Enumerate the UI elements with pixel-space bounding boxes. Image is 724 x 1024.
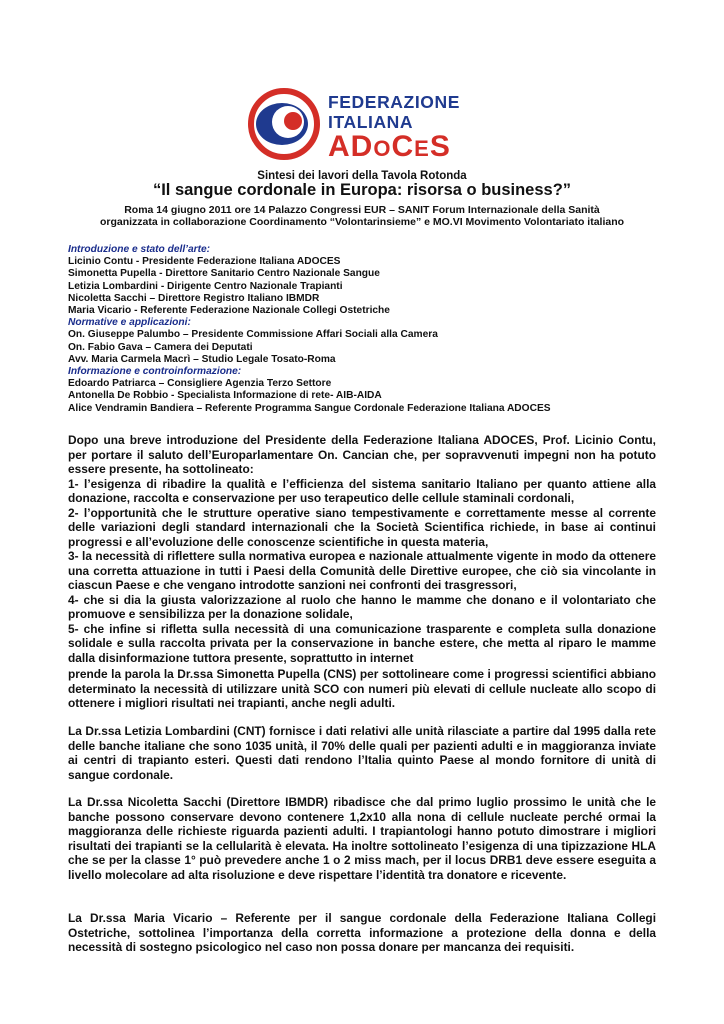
doc-title: “Il sangue cordonale in Europa: risorsa o business?”	[152, 181, 572, 199]
adoces-logo	[246, 84, 461, 166]
section-title-intro: Introduzione e stato dell’arte:	[68, 244, 211, 255]
list-item: 5- che infine si rifletta sulla necessità di una comunicazione trasparente e completa sulla donazione solidale e sulla raccolta privata per la conservazione in banche estere, che metta al riparo le mamme dalla disinformazione tuttora presente, soprattutto in internet	[68, 621, 656, 665]
list-item: 2- l’opportunità che le strutture operative siano tempestivamente e correttamente messe al corrente delle variazioni degli standard internazionali che la Società Scientifica richiede, in base ai continui progressi e all’evoluzione delle conoscenze scientifiche in questa materia,	[68, 505, 656, 549]
speaker-item: Avv. Maria Carmela Macrì – Studio Legale Tosato-Roma	[68, 353, 336, 365]
speaker-item: Alice Vendramin Bandiera – Referente Programma Sangue Cordonale Federazione Italiana ADOCES	[68, 402, 551, 414]
doc-subtitle: Sintesi dei lavori della Tavola Rotonda	[257, 170, 467, 182]
list-item: 4- che si dia la giusta valorizzazione al ruolo che hanno le mamme che donano e il volontariato che promuove e sensibilizza per la donazione solidale,	[68, 592, 656, 621]
section-title-normative: Normative e applicazioni:	[68, 317, 191, 329]
event-date-line: Roma 14 giugno 2011 ore 14 Palazzo Congressi EUR – SANIT Forum Internazionale della Sanità	[124, 204, 600, 216]
paragraph-lombardini	[68, 724, 656, 782]
logo-line-1: FEDERAZIONE	[328, 92, 461, 112]
list-item: 3- la necessità di riflettere sulla normativa europea e nazionale attualmente vigente in modo da ottenere una corretta attuazione in tutti i Paesi della Comunità delle Direttive europee, che ciò sia vincolante in ciascun Paese e che vengano introdotte sanzioni nei confronti dei trasgressori,	[68, 549, 656, 592]
section-title-info: Informazione e controinformazione:	[68, 366, 242, 378]
paragraph-text: La Dr.ssa Letizia Lombardini (CNT) fornisce i dati relativi alle unità rilasciate a partire dal 1995 dalla rete delle banche italiane che sono 1035 unità, il 70% delle quali per pazienti adulti e in maggioranza inviate ai centri di trapianto esteri. Questi dati rendono l’Italia quinto Paese al mondo fornitore di unità di sangue cordonale.	[68, 724, 656, 782]
list-item: 1- l’esigenza di ribadire la qualità e l’efficienza del sistema sanitario Italiano per quanto attiene alla donazione, raccolta e conservazione per uso terapeutico delle cellule staminali cordonali,	[68, 476, 656, 505]
speaker-item: Maria Vicario - Referente Federazione Nazionale Collegi Ostetriche	[68, 305, 390, 317]
speaker-item: Licinio Contu - Presidente Federazione Italiana ADOCES	[68, 256, 341, 268]
paragraph-text: prende la parola la Dr.ssa Simonetta Pupella (CNS) per sottolineare come i progressi scientifici abbiano determinato la necessità di utilizzare unità SCO con numeri più elevati di cellule nucleate allo scopo di ottenere i migliori risultati nei trapianti, anche negli adulti.	[68, 667, 656, 710]
paragraph-vicario	[68, 911, 656, 955]
speaker-item: Antonella De Robbio - Specialista Informazione di rete- AIB-AIDA	[68, 390, 382, 402]
logo-emblem-icon	[246, 84, 324, 164]
speaker-item: On. Fabio Gava – Camera dei Deputati	[68, 341, 253, 353]
logo-brand: ADOCES	[328, 130, 451, 163]
logo-text	[328, 92, 460, 132]
organizers-line: organizzata in collaborazione Coordinamento “Volontarinsieme” e MO.VI Movimento Volontariato italiano	[99, 216, 625, 228]
speaker-item: On. Giuseppe Palumbo – Presidente Commissione Affari Sociali alla Camera	[68, 329, 438, 341]
paragraph-text: La Dr.ssa Nicoletta Sacchi (Direttore IBMDR) ribadisce che dal primo luglio prossimo le unità che le banche possono conservare devono contenere 1,2x10 alla nona di cellule nucleate perché ormai la maggioranza delle richieste riguarda pazienti adulti. I trapiantologi hanno potuto dimostrare i migliori risultati dei trapianti se la cellularità è elevata. Ha inoltre sottolineato l’esigenza di una tipizzazione HLA che se per la classe 1° può prevedere anche 1 o 2 miss mach, per il locus DRB1 deve essere eseguita a livello molecolare ad alta risoluzione e deve rispettare l’identità tra donatore e ricevente.	[68, 795, 656, 882]
speaker-item: Nicoletta Sacchi – Direttore Registro Italiano IBMDR	[68, 292, 320, 304]
paragraph-pupella	[68, 667, 656, 711]
paragraph-sacchi	[68, 795, 656, 882]
paragraph-intro	[68, 433, 656, 665]
paragraph-text: Dopo una breve introduzione del Presidente della Federazione Italiana ADOCES, Prof. Licinio Contu, per portare il saluto dell’Europarlamentare On. Cancian che, per sopravvenuti impegni non ha potuto essere presente, ha sottolineato:	[68, 433, 656, 476]
program-list	[68, 244, 668, 415]
speaker-item: Letizia Lombardini - Dirigente Centro Nazionale Trapianti	[68, 280, 343, 292]
logo-line-2: ITALIANA	[328, 112, 414, 132]
speaker-item: Edoardo Patriarca – Consigliere Agenzia Terzo Settore	[68, 378, 332, 390]
speaker-item: Simonetta Pupella - Direttore Sanitario Centro Nazionale Sangue	[68, 268, 380, 280]
paragraph-text: La Dr.ssa Maria Vicario – Referente per il sangue cordonale della Federazione Italiana Collegi Ostetriche, sottolinea l’importanza della corretta informazione a protezione della donna e della necessità di sostegno psicologico nel caso non possa donare per mancanza dei requisiti.	[68, 911, 656, 954]
